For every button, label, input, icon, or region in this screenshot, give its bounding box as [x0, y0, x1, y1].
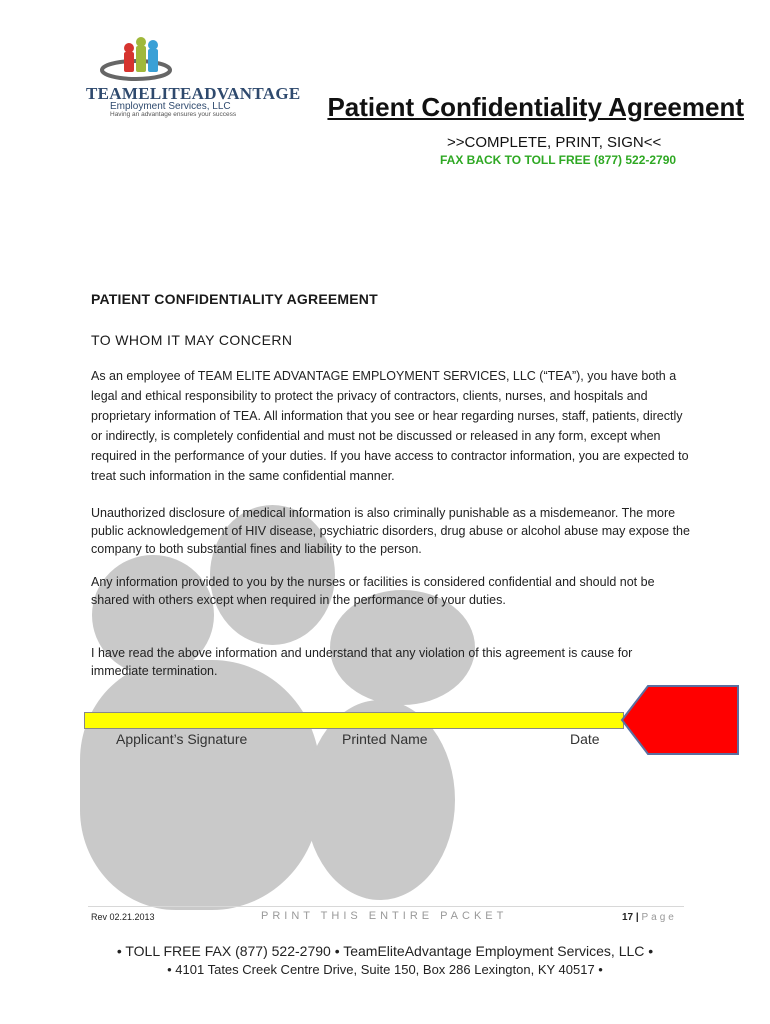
address-line: • 4101 Tates Creek Centre Drive, Suite 150, Box 286 Lexington, KY 40517 •: [167, 962, 603, 977]
agreement-heading: PATIENT CONFIDENTIALITY AGREEMENT: [91, 291, 378, 307]
footer-divider: [88, 906, 684, 907]
page-number-separator: |: [633, 912, 642, 923]
salutation: TO WHOM IT MAY CONCERN: [91, 332, 293, 348]
page-number-value: 17: [622, 912, 634, 923]
print-packet-note: PRINT THIS ENTIRE PACKET: [261, 910, 508, 922]
printed-name-label: Printed Name: [342, 731, 428, 747]
paragraph-disclosure: Unauthorized disclosure of medical information is also criminally punishable as a misdemeanor. The more public acknowledgement of HIV disease, psychiatric disorders, drug abuse or alcohol abuse may expose the company to both substantial fines and liability to the person.: [91, 506, 690, 556]
paragraph-responsibility: As an employee of TEAM ELITE ADVANTAGE EMPLOYMENT SERVICES, LLC (“TEA”), you have both a legal and ethical responsibility to protect the privacy of contractors, clients, nurses, and hospitals and proprietary information of TEA. All information that you see or hear regarding nurses, staff, patients, directly or indirectly, is completely confidential and must not be discussed or released in any form, except when required in the performance of your duties. If you have access to contractor information, you are expected to treat such information in the same confidential manner.: [91, 369, 689, 483]
instruction-subtitle: >>COMPLETE, PRINT, SIGN<<: [447, 134, 662, 151]
logo-tagline: Having an advantage ensures your success: [110, 111, 237, 118]
page-title: Patient Confidentiality Agreement: [327, 92, 744, 122]
page-number: [622, 912, 677, 923]
signature-field[interactable]: [84, 712, 624, 729]
sign-here-arrow-icon: [620, 684, 740, 756]
page-word: Page: [641, 912, 677, 923]
date-label: Date: [570, 731, 600, 747]
paragraph-acknowledgement: I have read the above information and understand that any violation of this agreement is cause for immediate termination.: [91, 646, 633, 678]
paw-pad-shape: [80, 660, 320, 910]
logo-subtitle: Employment Services, LLC: [110, 101, 231, 112]
fax-instruction: FAX BACK TO TOLL FREE (877) 522-2790: [440, 153, 677, 167]
applicant-signature-label: Applicant’s Signature: [116, 731, 248, 747]
contact-line: • TOLL FREE FAX (877) 522-2790 • TeamEliteAdvantage Employment Services, LLC •: [116, 943, 654, 959]
paw-toe-shape: [305, 700, 455, 900]
logo-wordmark: TEAMELITEADVANTAGE: [86, 84, 301, 103]
revision-date: Rev 02.21.2013: [91, 912, 155, 922]
paragraph-information: Any information provided to you by the nurses or facilities is considered confidential and should not be shared with others except when required in the performance of your duties.: [91, 575, 655, 607]
